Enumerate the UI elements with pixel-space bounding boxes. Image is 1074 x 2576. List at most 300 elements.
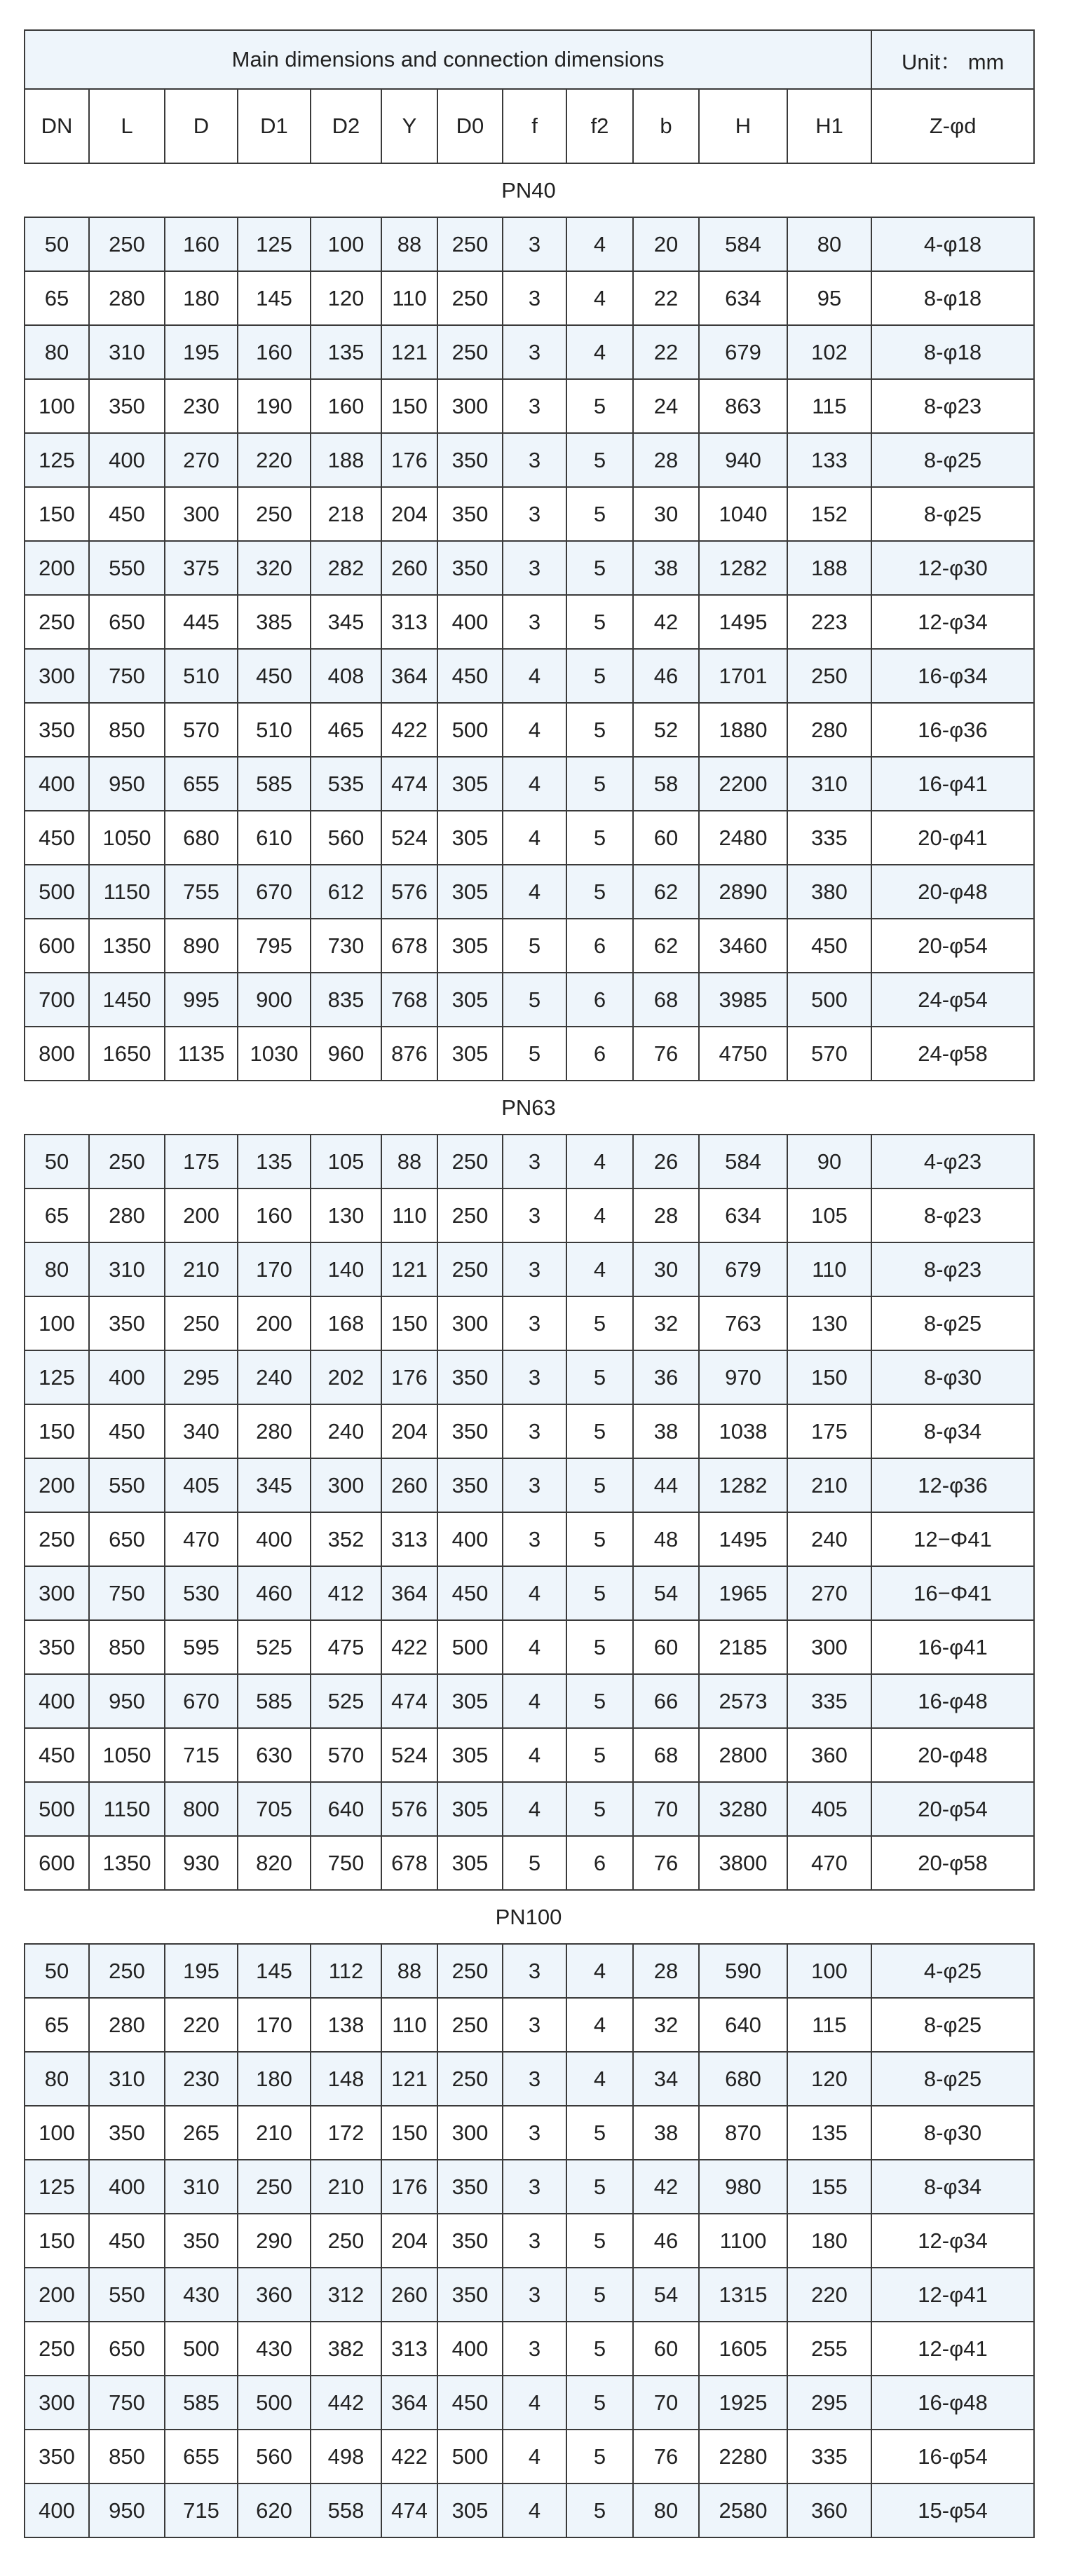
table-cell: 54 bbox=[633, 1566, 699, 1620]
table-row bbox=[25, 757, 1034, 811]
table-cell: 8-φ18 bbox=[871, 325, 1034, 379]
table-row bbox=[25, 1674, 1034, 1728]
table-cell: 160 bbox=[238, 1188, 311, 1242]
table-cell: 100 bbox=[25, 379, 89, 433]
table-cell: 500 bbox=[165, 2322, 238, 2376]
table-cell: 5 bbox=[566, 541, 633, 595]
table-cell: 640 bbox=[699, 1998, 787, 2052]
table-cell: 405 bbox=[787, 1782, 871, 1836]
table-cell: 16-φ36 bbox=[871, 703, 1034, 757]
table-cell: 4 bbox=[566, 325, 633, 379]
table-cell: 350 bbox=[437, 2268, 503, 2322]
table-cell: 3 bbox=[503, 1458, 566, 1512]
table-cell: 585 bbox=[238, 1674, 311, 1728]
table-row bbox=[25, 1027, 1034, 1081]
table-cell: 576 bbox=[381, 1782, 437, 1836]
dimensions-document bbox=[24, 29, 1033, 2538]
table-cell: 364 bbox=[381, 1566, 437, 1620]
table-cell: 835 bbox=[311, 973, 381, 1027]
table-cell: 300 bbox=[25, 1566, 89, 1620]
table-cell: 8-φ23 bbox=[871, 1188, 1034, 1242]
table-cell: 670 bbox=[165, 1674, 238, 1728]
table-cell: 350 bbox=[437, 1350, 503, 1404]
table-cell: 310 bbox=[787, 757, 871, 811]
table-cell: 3 bbox=[503, 379, 566, 433]
table-cell: 3 bbox=[503, 1242, 566, 1296]
table-cell: 120 bbox=[787, 2052, 871, 2106]
table-cell: 12-φ30 bbox=[871, 541, 1034, 595]
table-cell: 400 bbox=[25, 1674, 89, 1728]
table-cell: 8-φ23 bbox=[871, 379, 1034, 433]
table-cell: 280 bbox=[238, 1404, 311, 1458]
table-cell: 102 bbox=[787, 325, 871, 379]
table-cell: 260 bbox=[381, 2268, 437, 2322]
table-cell: 850 bbox=[89, 703, 165, 757]
table-cell: 3 bbox=[503, 1998, 566, 2052]
table-cell: 498 bbox=[311, 2430, 381, 2483]
table-cell: 650 bbox=[89, 1512, 165, 1566]
table-cell: 60 bbox=[633, 2322, 699, 2376]
table-cell: 3 bbox=[503, 1512, 566, 1566]
table-cell: 560 bbox=[311, 811, 381, 865]
table-cell: 474 bbox=[381, 1674, 437, 1728]
table-cell: 145 bbox=[238, 271, 311, 325]
column-header: H1 bbox=[787, 89, 871, 163]
column-header: L bbox=[89, 89, 165, 163]
table-cell: 412 bbox=[311, 1566, 381, 1620]
table-cell: 5 bbox=[566, 487, 633, 541]
table-cell: 400 bbox=[238, 1512, 311, 1566]
table-cell: 12-φ36 bbox=[871, 1458, 1034, 1512]
table-cell: 305 bbox=[437, 865, 503, 919]
table-cell: 474 bbox=[381, 2483, 437, 2537]
table-cell: 32 bbox=[633, 1296, 699, 1350]
table-cell: 210 bbox=[311, 2160, 381, 2214]
table-cell: 422 bbox=[381, 1620, 437, 1674]
table-cell: 550 bbox=[89, 2268, 165, 2322]
table-cell: 28 bbox=[633, 1944, 699, 1998]
table-cell: 450 bbox=[89, 1404, 165, 1458]
table-cell: 6 bbox=[566, 1027, 633, 1081]
table-cell: 28 bbox=[633, 1188, 699, 1242]
table-cell: 450 bbox=[25, 1728, 89, 1782]
table-cell: 679 bbox=[699, 1242, 787, 1296]
table-cell: 280 bbox=[89, 1188, 165, 1242]
table-cell: 300 bbox=[25, 2376, 89, 2430]
table-cell: 180 bbox=[238, 2052, 311, 2106]
table-cell: 400 bbox=[437, 1512, 503, 1566]
table-cell: 50 bbox=[25, 1944, 89, 1998]
table-row bbox=[25, 1296, 1034, 1350]
table-cell: 500 bbox=[25, 1782, 89, 1836]
table-cell: 450 bbox=[89, 2214, 165, 2268]
table-cell: 422 bbox=[381, 703, 437, 757]
table-row bbox=[25, 271, 1034, 325]
table-cell: 360 bbox=[238, 2268, 311, 2322]
table-cell: 210 bbox=[787, 1458, 871, 1512]
table-cell: 470 bbox=[787, 1836, 871, 1890]
table-cell: 3 bbox=[503, 2106, 566, 2160]
table-cell: 750 bbox=[89, 649, 165, 703]
table-cell: 352 bbox=[311, 1512, 381, 1566]
table-cell: 570 bbox=[787, 1027, 871, 1081]
table-cell: 280 bbox=[89, 271, 165, 325]
table-cell: 1925 bbox=[699, 2376, 787, 2430]
column-header: Y bbox=[381, 89, 437, 163]
table-cell: 250 bbox=[25, 1512, 89, 1566]
table-cell: 5 bbox=[566, 433, 633, 487]
title-row bbox=[25, 30, 1034, 89]
table-row bbox=[25, 919, 1034, 973]
table-cell: 995 bbox=[165, 973, 238, 1027]
table-cell: 4 bbox=[566, 1135, 633, 1188]
table-cell: 138 bbox=[311, 1998, 381, 2052]
table-cell: 305 bbox=[437, 2483, 503, 2537]
table-cell: 250 bbox=[437, 2052, 503, 2106]
table-cell: 160 bbox=[238, 325, 311, 379]
table-cell: 550 bbox=[89, 541, 165, 595]
table-cell: 24-φ58 bbox=[871, 1027, 1034, 1081]
table-cell: 125 bbox=[25, 433, 89, 487]
table-cell: 88 bbox=[381, 1135, 437, 1188]
table-cell: 350 bbox=[25, 1620, 89, 1674]
table-cell: 380 bbox=[787, 865, 871, 919]
table-row bbox=[25, 811, 1034, 865]
table-cell: 46 bbox=[633, 2214, 699, 2268]
table-cell: 4 bbox=[503, 2430, 566, 2483]
table-cell: 65 bbox=[25, 1188, 89, 1242]
table-cell: 430 bbox=[238, 2322, 311, 2376]
table-cell: 4 bbox=[503, 1620, 566, 1674]
table-cell: 612 bbox=[311, 865, 381, 919]
table-cell: 100 bbox=[25, 2106, 89, 2160]
table-cell: 60 bbox=[633, 811, 699, 865]
table-cell: 678 bbox=[381, 919, 437, 973]
table-cell: 1315 bbox=[699, 2268, 787, 2322]
table-cell: 750 bbox=[89, 2376, 165, 2430]
table-cell: 820 bbox=[238, 1836, 311, 1890]
table-cell: 385 bbox=[238, 595, 311, 649]
table-row bbox=[25, 1350, 1034, 1404]
table-cell: 4 bbox=[503, 2376, 566, 2430]
table-cell: 250 bbox=[25, 595, 89, 649]
table-cell: 730 bbox=[311, 919, 381, 973]
table-cell: 5 bbox=[566, 649, 633, 703]
table-cell: 90 bbox=[787, 1135, 871, 1188]
table-cell: 4-φ23 bbox=[871, 1135, 1034, 1188]
table-cell: 125 bbox=[238, 217, 311, 271]
table-cell: 450 bbox=[25, 811, 89, 865]
table-row bbox=[25, 1242, 1034, 1296]
table-cell: 6 bbox=[566, 973, 633, 1027]
table-cell: 16-φ41 bbox=[871, 1620, 1034, 1674]
table-cell: 110 bbox=[381, 271, 437, 325]
table-cell: 400 bbox=[437, 595, 503, 649]
table-cell: 400 bbox=[89, 2160, 165, 2214]
table-cell: 5 bbox=[566, 1566, 633, 1620]
table-cell: 12-φ41 bbox=[871, 2268, 1034, 2322]
table-cell: 30 bbox=[633, 1242, 699, 1296]
table-cell: 4 bbox=[566, 1998, 633, 2052]
table-cell: 795 bbox=[238, 919, 311, 973]
table-cell: 200 bbox=[25, 541, 89, 595]
section-table bbox=[24, 1134, 1035, 1891]
table-cell: 270 bbox=[787, 1566, 871, 1620]
table-cell: 170 bbox=[238, 1998, 311, 2052]
table-cell: 8-φ23 bbox=[871, 1242, 1034, 1296]
table-cell: 80 bbox=[25, 325, 89, 379]
table-cell: 204 bbox=[381, 1404, 437, 1458]
table-cell: 450 bbox=[89, 487, 165, 541]
table-cell: 250 bbox=[165, 1296, 238, 1350]
table-cell: 5 bbox=[566, 2376, 633, 2430]
table-cell: 80 bbox=[25, 2052, 89, 2106]
table-cell: 670 bbox=[238, 865, 311, 919]
section-label: PN63 bbox=[501, 1095, 556, 1120]
table-cell: 76 bbox=[633, 1027, 699, 1081]
table-cell: 585 bbox=[165, 2376, 238, 2430]
table-cell: 8-φ30 bbox=[871, 2106, 1034, 2160]
table-cell: 890 bbox=[165, 919, 238, 973]
table-cell: 20-φ58 bbox=[871, 1836, 1034, 1890]
table-cell: 763 bbox=[699, 1296, 787, 1350]
table-cell: 1650 bbox=[89, 1027, 165, 1081]
table-cell: 300 bbox=[25, 649, 89, 703]
table-cell: 970 bbox=[699, 1350, 787, 1404]
table-cell: 1038 bbox=[699, 1404, 787, 1458]
table-cell: 335 bbox=[787, 2430, 871, 2483]
table-cell: 5 bbox=[566, 2160, 633, 2214]
table-cell: 8-φ34 bbox=[871, 2160, 1034, 2214]
table-cell: 6 bbox=[566, 919, 633, 973]
table-cell: 12−Φ41 bbox=[871, 1512, 1034, 1566]
table-cell: 4 bbox=[566, 1242, 633, 1296]
table-cell: 175 bbox=[787, 1404, 871, 1458]
table-cell: 350 bbox=[89, 379, 165, 433]
table-cell: 110 bbox=[381, 1188, 437, 1242]
table-cell: 16-φ48 bbox=[871, 2376, 1034, 2430]
table-cell: 5 bbox=[566, 379, 633, 433]
table-cell: 595 bbox=[165, 1620, 238, 1674]
table-cell: 180 bbox=[787, 2214, 871, 2268]
table-cell: 4 bbox=[566, 2052, 633, 2106]
table-cell: 350 bbox=[25, 2430, 89, 2483]
table-cell: 5 bbox=[566, 2106, 633, 2160]
table-cell: 290 bbox=[238, 2214, 311, 2268]
table-cell: 100 bbox=[311, 217, 381, 271]
table-row bbox=[25, 379, 1034, 433]
table-cell: 475 bbox=[311, 1620, 381, 1674]
table-cell: 16-φ48 bbox=[871, 1674, 1034, 1728]
table-row bbox=[25, 1404, 1034, 1458]
table-row bbox=[25, 2052, 1034, 2106]
table-cell: 295 bbox=[787, 2376, 871, 2430]
table-cell: 220 bbox=[238, 433, 311, 487]
table-cell: 4 bbox=[503, 2483, 566, 2537]
table-cell: 300 bbox=[311, 1458, 381, 1512]
table-cell: 600 bbox=[25, 1836, 89, 1890]
table-cell: 678 bbox=[381, 1836, 437, 1890]
table-cell: 3460 bbox=[699, 919, 787, 973]
table-cell: 20-φ54 bbox=[871, 1782, 1034, 1836]
table-cell: 5 bbox=[566, 2322, 633, 2376]
table-cell: 121 bbox=[381, 325, 437, 379]
table-cell: 20-φ41 bbox=[871, 811, 1034, 865]
table-cell: 5 bbox=[566, 1296, 633, 1350]
table-cell: 1965 bbox=[699, 1566, 787, 1620]
table-cell: 76 bbox=[633, 2430, 699, 2483]
table-cell: 250 bbox=[25, 2322, 89, 2376]
table-cell: 3 bbox=[503, 271, 566, 325]
table-cell: 360 bbox=[787, 1728, 871, 1782]
table-cell: 58 bbox=[633, 757, 699, 811]
table-cell: 364 bbox=[381, 2376, 437, 2430]
table-cell: 3 bbox=[503, 487, 566, 541]
table-cell: 250 bbox=[437, 1135, 503, 1188]
table-cell: 223 bbox=[787, 595, 871, 649]
table-cell: 768 bbox=[381, 973, 437, 1027]
table-cell: 1150 bbox=[89, 865, 165, 919]
table-cell: 22 bbox=[633, 271, 699, 325]
table-cell: 135 bbox=[238, 1135, 311, 1188]
table-cell: 350 bbox=[89, 2106, 165, 2160]
table-cell: 210 bbox=[165, 1242, 238, 1296]
table-cell: 5 bbox=[566, 2214, 633, 2268]
table-cell: 26 bbox=[633, 1135, 699, 1188]
table-row bbox=[25, 2322, 1034, 2376]
column-header: D2 bbox=[311, 89, 381, 163]
table-cell: 350 bbox=[437, 2160, 503, 2214]
table-row bbox=[25, 973, 1034, 1027]
table-cell: 1135 bbox=[165, 1027, 238, 1081]
table-cell: 12-φ34 bbox=[871, 595, 1034, 649]
table-cell: 300 bbox=[165, 487, 238, 541]
table-cell: 48 bbox=[633, 1512, 699, 1566]
column-header: D0 bbox=[437, 89, 503, 163]
table-cell: 305 bbox=[437, 1782, 503, 1836]
table-row bbox=[25, 865, 1034, 919]
table-cell: 42 bbox=[633, 595, 699, 649]
table-cell: 20-φ48 bbox=[871, 865, 1034, 919]
table-cell: 1605 bbox=[699, 2322, 787, 2376]
table-cell: 750 bbox=[89, 1566, 165, 1620]
table-cell: 176 bbox=[381, 1350, 437, 1404]
table-cell: 442 bbox=[311, 2376, 381, 2430]
table-cell: 148 bbox=[311, 2052, 381, 2106]
table-cell: 175 bbox=[165, 1135, 238, 1188]
table-cell: 5 bbox=[566, 703, 633, 757]
table-cell: 5 bbox=[566, 595, 633, 649]
table-cell: 36 bbox=[633, 1350, 699, 1404]
table-cell: 500 bbox=[437, 703, 503, 757]
table-cell: 16-φ34 bbox=[871, 649, 1034, 703]
table-cell: 1495 bbox=[699, 1512, 787, 1566]
table-cell: 560 bbox=[238, 2430, 311, 2483]
table-cell: 8-φ25 bbox=[871, 1296, 1034, 1350]
table-cell: 500 bbox=[787, 973, 871, 1027]
table-cell: 408 bbox=[311, 649, 381, 703]
table-row bbox=[25, 2106, 1034, 2160]
table-row bbox=[25, 2160, 1034, 2214]
table-cell: 110 bbox=[787, 1242, 871, 1296]
table-cell: 32 bbox=[633, 1998, 699, 2052]
column-header: f2 bbox=[566, 89, 633, 163]
table-cell: 5 bbox=[566, 1620, 633, 1674]
column-header: DN bbox=[25, 89, 89, 163]
table-cell: 3 bbox=[503, 325, 566, 379]
table-cell: 5 bbox=[566, 757, 633, 811]
table-cell: 525 bbox=[311, 1674, 381, 1728]
table-cell: 65 bbox=[25, 271, 89, 325]
table-row bbox=[25, 595, 1034, 649]
table-cell: 700 bbox=[25, 973, 89, 1027]
table-cell: 168 bbox=[311, 1296, 381, 1350]
table-cell: 715 bbox=[165, 1728, 238, 1782]
unit-label: Unit： mm bbox=[871, 30, 1034, 89]
table-cell: 450 bbox=[437, 649, 503, 703]
table-cell: 3 bbox=[503, 2214, 566, 2268]
table-cell: 930 bbox=[165, 1836, 238, 1890]
table-cell: 1495 bbox=[699, 595, 787, 649]
table-cell: 4 bbox=[503, 1566, 566, 1620]
table-cell: 52 bbox=[633, 703, 699, 757]
table-cell: 500 bbox=[25, 865, 89, 919]
table-cell: 130 bbox=[787, 1296, 871, 1350]
table-row bbox=[25, 2430, 1034, 2483]
table-cell: 8-φ25 bbox=[871, 433, 1034, 487]
table-cell: 60 bbox=[633, 1620, 699, 1674]
table-cell: 305 bbox=[437, 1836, 503, 1890]
table-cell: 470 bbox=[165, 1512, 238, 1566]
table-cell: 230 bbox=[165, 2052, 238, 2106]
table-cell: 320 bbox=[238, 541, 311, 595]
table-cell: 8-φ30 bbox=[871, 1350, 1034, 1404]
table-cell: 650 bbox=[89, 595, 165, 649]
table-cell: 50 bbox=[25, 217, 89, 271]
table-cell: 4 bbox=[503, 649, 566, 703]
table-cell: 68 bbox=[633, 1728, 699, 1782]
table-cell: 570 bbox=[311, 1728, 381, 1782]
table-cell: 535 bbox=[311, 757, 381, 811]
table-cell: 634 bbox=[699, 271, 787, 325]
table-cell: 2573 bbox=[699, 1674, 787, 1728]
table-cell: 150 bbox=[25, 2214, 89, 2268]
table-row bbox=[25, 1512, 1034, 1566]
table-row bbox=[25, 433, 1034, 487]
table-cell: 16-φ54 bbox=[871, 2430, 1034, 2483]
table-row bbox=[25, 2268, 1034, 2322]
table-cell: 24 bbox=[633, 379, 699, 433]
table-cell: 8-φ34 bbox=[871, 1404, 1034, 1458]
table-cell: 310 bbox=[89, 325, 165, 379]
table-cell: 3 bbox=[503, 2322, 566, 2376]
table-cell: 22 bbox=[633, 325, 699, 379]
sections-container bbox=[24, 164, 1033, 2538]
table-cell: 4-φ25 bbox=[871, 1944, 1034, 1998]
table-cell: 204 bbox=[381, 2214, 437, 2268]
table-cell: 250 bbox=[437, 217, 503, 271]
table-cell: 121 bbox=[381, 2052, 437, 2106]
table-cell: 679 bbox=[699, 325, 787, 379]
table-cell: 80 bbox=[787, 217, 871, 271]
table-cell: 152 bbox=[787, 487, 871, 541]
table-cell: 100 bbox=[787, 1944, 871, 1998]
table-cell: 250 bbox=[437, 1998, 503, 2052]
table-cell: 12-φ34 bbox=[871, 2214, 1034, 2268]
table-cell: 5 bbox=[566, 2268, 633, 2322]
table-row bbox=[25, 1188, 1034, 1242]
table-cell: 3 bbox=[503, 2268, 566, 2322]
